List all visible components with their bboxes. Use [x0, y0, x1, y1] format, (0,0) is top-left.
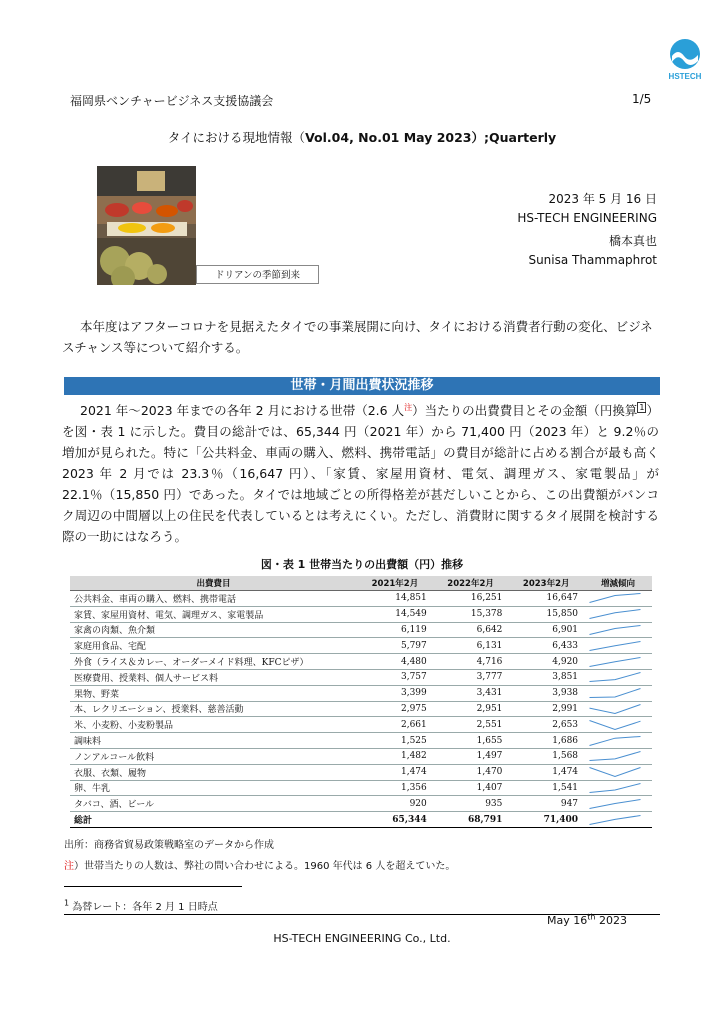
- table-row: [70, 591, 652, 607]
- row-value-2022: 68,791: [433, 812, 509, 828]
- row-trend-sparkline: [584, 717, 652, 733]
- table-row: [70, 606, 652, 622]
- table-row: [70, 717, 652, 733]
- row-value-2023: 6,433: [508, 638, 584, 654]
- row-item: 家禽の肉類、魚介類: [70, 622, 357, 638]
- row-value-2021: 920: [357, 796, 433, 812]
- row-value-2023: 1,686: [508, 733, 584, 749]
- author-hashimoto: 橋本真也: [608, 234, 657, 248]
- row-item: 卵、牛乳: [70, 780, 357, 796]
- household-note: 注）世帯当たりの人数は、弊社の問い合わせによる。1960 年代は 6 人を超えていた。: [64, 861, 456, 872]
- table-row: [70, 796, 652, 812]
- sparkline-series-line: [590, 625, 641, 634]
- row-value-2022: 2,551: [433, 717, 509, 733]
- company-logo: [667, 38, 703, 82]
- row-value-2021: 2,975: [357, 701, 433, 717]
- row-value-2021: 65,344: [357, 812, 433, 828]
- table-row: [70, 685, 652, 701]
- trend-sparkline: [588, 766, 642, 778]
- row-item: 本、レクリエーション、授業料、慈善活動: [70, 701, 357, 717]
- row-value-2022: 1,655: [433, 733, 509, 749]
- table-header-row: [70, 576, 652, 591]
- footnote: $^1$ 為替レート：各年 2 月 1 日時点: [64, 898, 218, 913]
- source-note: 出所：商務省貿易政策戦略室のデータから作成: [64, 840, 274, 851]
- table-total-row: [70, 812, 652, 828]
- trend-sparkline: [588, 608, 642, 620]
- row-item: タバコ、酒、ビール: [70, 796, 357, 812]
- row-value-2023: 71,400: [508, 812, 584, 828]
- row-item: 果物、野菜: [70, 685, 357, 701]
- sparkline-series-line: [590, 641, 641, 650]
- table-row: [70, 764, 652, 780]
- row-value-2021: 1,482: [357, 748, 433, 764]
- header-2022: 2022年2月: [433, 576, 509, 591]
- row-value-2021: 1,356: [357, 780, 433, 796]
- row-value-2021: 1,474: [357, 764, 433, 780]
- table-row: [70, 622, 652, 638]
- trend-sparkline: [588, 798, 642, 810]
- organization-name: 福岡県ベンチャービジネス支援協議会: [70, 94, 274, 108]
- row-value-2022: 1,407: [433, 780, 509, 796]
- table-title: 図・表 1 世帯当たりの出費額（円）推移: [260, 558, 464, 571]
- trend-sparkline: [588, 671, 642, 683]
- row-trend-sparkline: [584, 622, 652, 638]
- header-item: 出費費目: [70, 576, 357, 591]
- row-value-2023: 15,850: [508, 606, 584, 622]
- row-value-2023: 1,568: [508, 748, 584, 764]
- row-item: 家庭用食品、宅配: [70, 638, 357, 654]
- row-item: 調味料: [70, 733, 357, 749]
- row-value-2022: 6,642: [433, 622, 509, 638]
- body-paragraph: 2021 年～2023 年までの各年 2 月における世帯（2.6 人$^注$）当たりの出費費目とその金額（円換算 $^1$ ）を図・表 1 に示した。費目の総計では、65,344 円（2021 年）から 71,400 円（2023 年）と 9.2％の増加が見られた。特に「公共料金、車両の購入、燃料、携帯電話」の費目が総計に占める割合が最も高く 2023 年 2 月では 23.3％（16,647 円）、「家賃、家屋用資材、電気、調理ガス、家電製品」が 22.1％（15,850 円）であった。タイでは地域ごとの所得格差が甚だしいことから、この出費額がバンコク周辺の中間層以上の住民を代表しているとは考えにくい。ただし、消費財に関するタイ展開を検討する際の一助にはなろう。: [62, 402, 659, 544]
- row-trend-sparkline: [584, 733, 652, 749]
- header-2023: 2023年2月: [508, 576, 584, 591]
- row-value-2022: 6,131: [433, 638, 509, 654]
- sparkline-series-line: [590, 752, 641, 761]
- sparkline-series-line: [590, 720, 641, 729]
- trend-sparkline: [588, 640, 642, 652]
- report-date: 2023 年 5 月 16 日: [548, 192, 657, 206]
- row-value-2022: 1,470: [433, 764, 509, 780]
- report-company: HS-TECH ENGINEERING: [517, 211, 657, 225]
- row-value-2022: 3,431: [433, 685, 509, 701]
- row-value-2022: 3,777: [433, 669, 509, 685]
- row-item: 家賃、家屋用資材、電気、調理ガス、家電製品: [70, 606, 357, 622]
- row-value-2022: 2,951: [433, 701, 509, 717]
- row-trend-sparkline: [584, 748, 652, 764]
- row-value-2021: 1,525: [357, 733, 433, 749]
- table-row: [70, 733, 652, 749]
- row-item: 外食（ライス＆カレー、オーダーメイド料理、KFCピザ）: [70, 654, 357, 670]
- sparkline-series-line: [590, 783, 641, 792]
- row-trend-sparkline: [584, 591, 652, 607]
- row-trend-sparkline: [584, 764, 652, 780]
- document-title: タイにおける現地情報（Vol.04, No.01 May 2023）;Quarterly: [167, 130, 557, 145]
- table-row: [70, 748, 652, 764]
- section-heading: 世帯・月間出費状況推移: [64, 377, 660, 395]
- sparkline-series-line: [590, 815, 641, 824]
- header-trend: 増減傾向: [584, 576, 652, 591]
- row-value-2023: 1,541: [508, 780, 584, 796]
- sparkline-series-line: [590, 768, 641, 777]
- table-row: [70, 638, 652, 654]
- header-2021: 2021年2月: [357, 576, 433, 591]
- row-trend-sparkline: [584, 780, 652, 796]
- footnote-marker[interactable]: 1: [639, 402, 645, 412]
- row-value-2021: 4,480: [357, 654, 433, 670]
- sparkline-series-line: [590, 610, 641, 619]
- author-sunisa: Sunisa Thammaphrot: [528, 253, 657, 267]
- sparkline-series-line: [590, 657, 641, 666]
- sparkline-series-line: [590, 736, 641, 745]
- row-trend-sparkline: [584, 812, 652, 828]
- table-row: [70, 654, 652, 670]
- sparkline-series-line: [590, 689, 641, 698]
- row-value-2021: 3,757: [357, 669, 433, 685]
- row-trend-sparkline: [584, 796, 652, 812]
- photo-caption: ドリアンの季節到来: [196, 265, 319, 284]
- row-value-2022: 935: [433, 796, 509, 812]
- page-number: 1/5: [632, 92, 652, 106]
- row-value-2023: 3,938: [508, 685, 584, 701]
- trend-sparkline: [588, 814, 642, 826]
- row-item: 総計: [70, 812, 357, 828]
- row-trend-sparkline: [584, 685, 652, 701]
- row-value-2023: 6,901: [508, 622, 584, 638]
- row-trend-sparkline: [584, 669, 652, 685]
- row-value-2022: 4,716: [433, 654, 509, 670]
- row-value-2023: 3,851: [508, 669, 584, 685]
- footer-date: May 16th 2023: [547, 912, 627, 927]
- trend-sparkline: [588, 703, 642, 715]
- row-value-2021: 5,797: [357, 638, 433, 654]
- durian-market-photo: [97, 166, 196, 285]
- row-value-2022: 15,378: [433, 606, 509, 622]
- row-value-2023: 2,991: [508, 701, 584, 717]
- row-value-2021: 14,851: [357, 591, 433, 607]
- row-value-2023: 4,920: [508, 654, 584, 670]
- trend-sparkline: [588, 719, 642, 731]
- row-value-2022: 16,251: [433, 591, 509, 607]
- note-marker: 注: [404, 402, 413, 412]
- footer-company: HS-TECH ENGINEERING Co., Ltd.: [273, 932, 451, 945]
- trend-sparkline: [588, 592, 642, 604]
- trend-sparkline: [588, 735, 642, 747]
- row-item: 米、小麦粉、小麦粉製品: [70, 717, 357, 733]
- sparkline-series-line: [590, 594, 641, 603]
- row-value-2021: 3,399: [357, 685, 433, 701]
- row-value-2021: 6,119: [357, 622, 433, 638]
- sparkline-series-line: [590, 704, 641, 713]
- row-trend-sparkline: [584, 638, 652, 654]
- row-item: ノンアルコール飲料: [70, 748, 357, 764]
- trend-sparkline: [588, 624, 642, 636]
- row-value-2023: 947: [508, 796, 584, 812]
- row-item: 医療費用、授業料、個人サービス料: [70, 669, 357, 685]
- row-value-2023: 16,647: [508, 591, 584, 607]
- row-item: 公共料金、車両の購入、燃料、携帯電話: [70, 591, 357, 607]
- trend-sparkline: [588, 656, 642, 668]
- table-row: [70, 780, 652, 796]
- row-value-2021: 2,661: [357, 717, 433, 733]
- sparkline-series-line: [590, 673, 641, 682]
- row-trend-sparkline: [584, 654, 652, 670]
- trend-sparkline: [588, 782, 642, 794]
- sparkline-series-line: [590, 799, 641, 808]
- row-item: 衣服、衣類、履物: [70, 764, 357, 780]
- table-row: [70, 701, 652, 717]
- trend-sparkline: [588, 687, 642, 699]
- table-row: [70, 669, 652, 685]
- row-value-2022: 1,497: [433, 748, 509, 764]
- row-trend-sparkline: [584, 606, 652, 622]
- row-value-2021: 14,549: [357, 606, 433, 622]
- trend-sparkline: [588, 750, 642, 762]
- row-value-2023: 1,474: [508, 764, 584, 780]
- row-value-2023: 2,653: [508, 717, 584, 733]
- intro-paragraph: 本年度はアフターコロナを見据えたタイでの事業展開に向け、タイにおける消費者行動の変化、ビジネスチャンス等について紹介する。: [62, 319, 653, 355]
- row-trend-sparkline: [584, 701, 652, 717]
- svg-text:HSTECH: HSTECH: [668, 72, 702, 81]
- footnote-divider: [64, 886, 242, 887]
- expense-table: [70, 576, 652, 828]
